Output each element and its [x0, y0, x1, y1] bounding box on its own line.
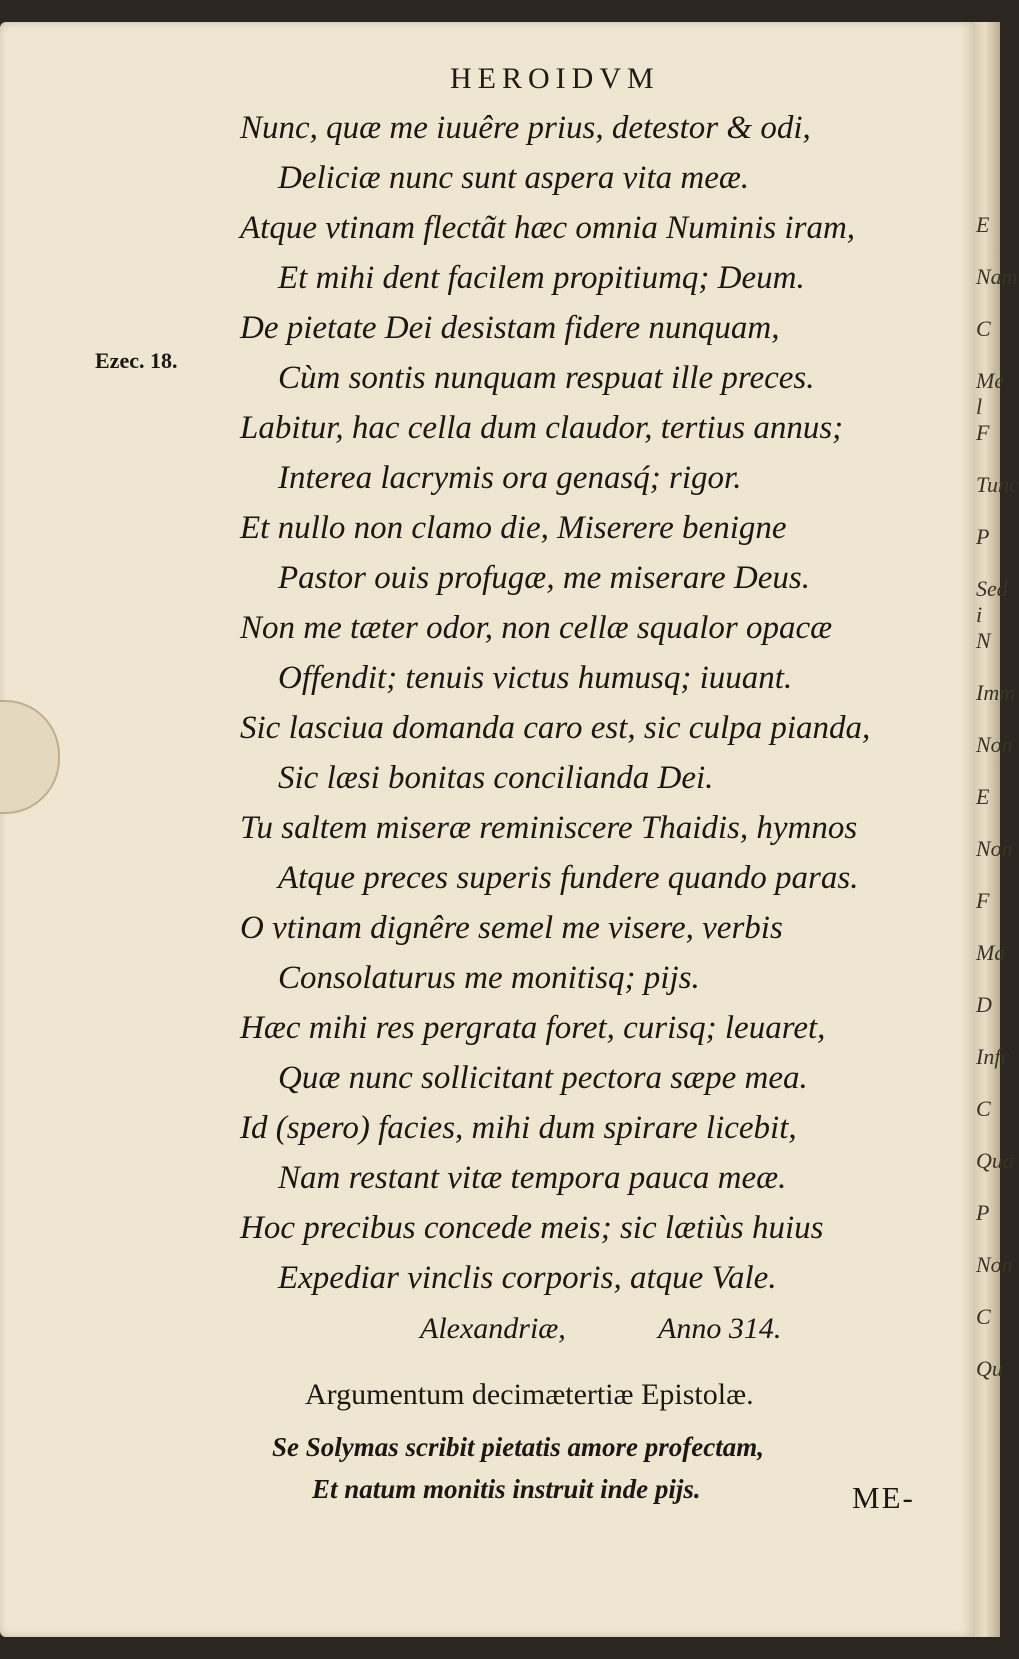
verse-line: Tu saltem miseræ reminiscere Thaidis, hymnos: [240, 810, 858, 846]
margin-reference: Ezec. 18.: [95, 348, 178, 373]
facing-page-fragment: N: [976, 628, 991, 653]
facing-page-fragment: E: [976, 212, 990, 237]
verse-line: Sic lasciua domanda caro est, sic culpa pianda,: [240, 710, 871, 746]
verse-line: O vtinam dignêre semel me visere, verbis: [240, 910, 783, 946]
catchword: ME-: [852, 1480, 915, 1515]
facing-page-fragment: E: [976, 784, 990, 809]
verse-line: Id (spero) facies, mihi dum spirare licebit,: [240, 1110, 797, 1146]
facing-page-fragment: P: [976, 524, 990, 549]
verse-line: Deliciæ nunc sunt aspera vita meæ.: [278, 160, 750, 196]
facing-page-fragment: Ma: [976, 940, 1006, 965]
facing-page-edge: [975, 22, 1019, 1637]
verse-line: Hæc mihi res pergrata foret, curisq; leuaret,: [240, 1010, 826, 1046]
running-header: HEROIDVM: [450, 62, 660, 95]
facing-page-fragment: Non: [976, 836, 1013, 861]
facing-page-fragment: Qu: [976, 1356, 1003, 1381]
verse-line: Interea lacrymis ora genasq́; rigor.: [278, 460, 742, 496]
facing-page-fragment: Sed i: [976, 576, 1008, 627]
summary-line-1: Se Solymas scribit pietatis amore profectam,: [272, 1432, 764, 1462]
facing-page-fragment: C: [976, 1096, 991, 1121]
facing-page-fragment: F: [976, 420, 990, 445]
facing-page-fragment: C: [976, 1304, 991, 1329]
verse-line: Nunc, quæ me iuuêre prius, detestor & odi,: [240, 110, 811, 146]
verse-line: Quæ nunc sollicitant pectora sæpe mea.: [278, 1060, 808, 1096]
facing-page-fragment: Imm: [976, 680, 1016, 705]
facing-page-fragment: Qua: [976, 1148, 1014, 1173]
verse-line: Expediar vinclis corporis, atque Vale.: [278, 1260, 777, 1296]
facing-page-fragment: D: [976, 992, 992, 1017]
facing-page-fragment: Tunc: [976, 472, 1019, 497]
verse-line: Atque preces superis fundere quando paras.: [278, 860, 859, 896]
facing-page-fragment: F: [976, 888, 990, 913]
facing-page-fragment: Infr: [976, 1044, 1009, 1069]
verse-line: De pietate Dei desistam fidere nunquam,: [240, 310, 780, 346]
verse-line: Non me tæter odor, non cellæ squalor opacæ: [240, 610, 833, 646]
verse-line: Consolaturus me monitisq; pijs.: [278, 960, 700, 996]
facing-page-fragment: Non: [976, 1252, 1013, 1277]
verse-line: Et nullo non clamo die, Miserere benigne: [240, 510, 787, 546]
facing-page-fragment: P: [976, 1200, 990, 1225]
verse-line: Nam restant vitæ tempora pauca meæ.: [278, 1160, 787, 1196]
facing-page-fragment: Nam: [976, 264, 1018, 289]
facing-page-fragment: Non: [976, 732, 1013, 757]
signoff-place: Alexandriæ,: [420, 1312, 566, 1345]
verse-line: Pastor ouis profugæ, me miserare Deus.: [278, 560, 810, 596]
verse-line: Offendit; tenuis victus humusq; iuuant.: [278, 660, 793, 696]
verse-line: Hoc precibus concede meis; sic lætiùs huius: [240, 1210, 824, 1246]
facing-page-fragment: Me l: [976, 368, 1005, 419]
verse-line: Sic læsi bonitas concilianda Dei.: [278, 760, 714, 796]
verse-line: Atque vtinam flectãt hæc omnia Numinis iram,: [240, 210, 856, 246]
verse-line: Labitur, hac cella dum claudor, tertius annus;: [240, 410, 844, 446]
argument-title: Argumentum decimætertiæ Epistolæ.: [305, 1378, 754, 1411]
verse-line: Et mihi dent facilem propitiumq; Deum.: [278, 260, 805, 296]
facing-page-fragment: C: [976, 316, 991, 341]
signoff-year: Anno 314.: [658, 1312, 782, 1345]
verse-line: Cùm sontis nunquam respuat ille preces.: [278, 360, 815, 396]
summary-line-2: Et natum monitis instruit inde pijs.: [312, 1474, 701, 1504]
